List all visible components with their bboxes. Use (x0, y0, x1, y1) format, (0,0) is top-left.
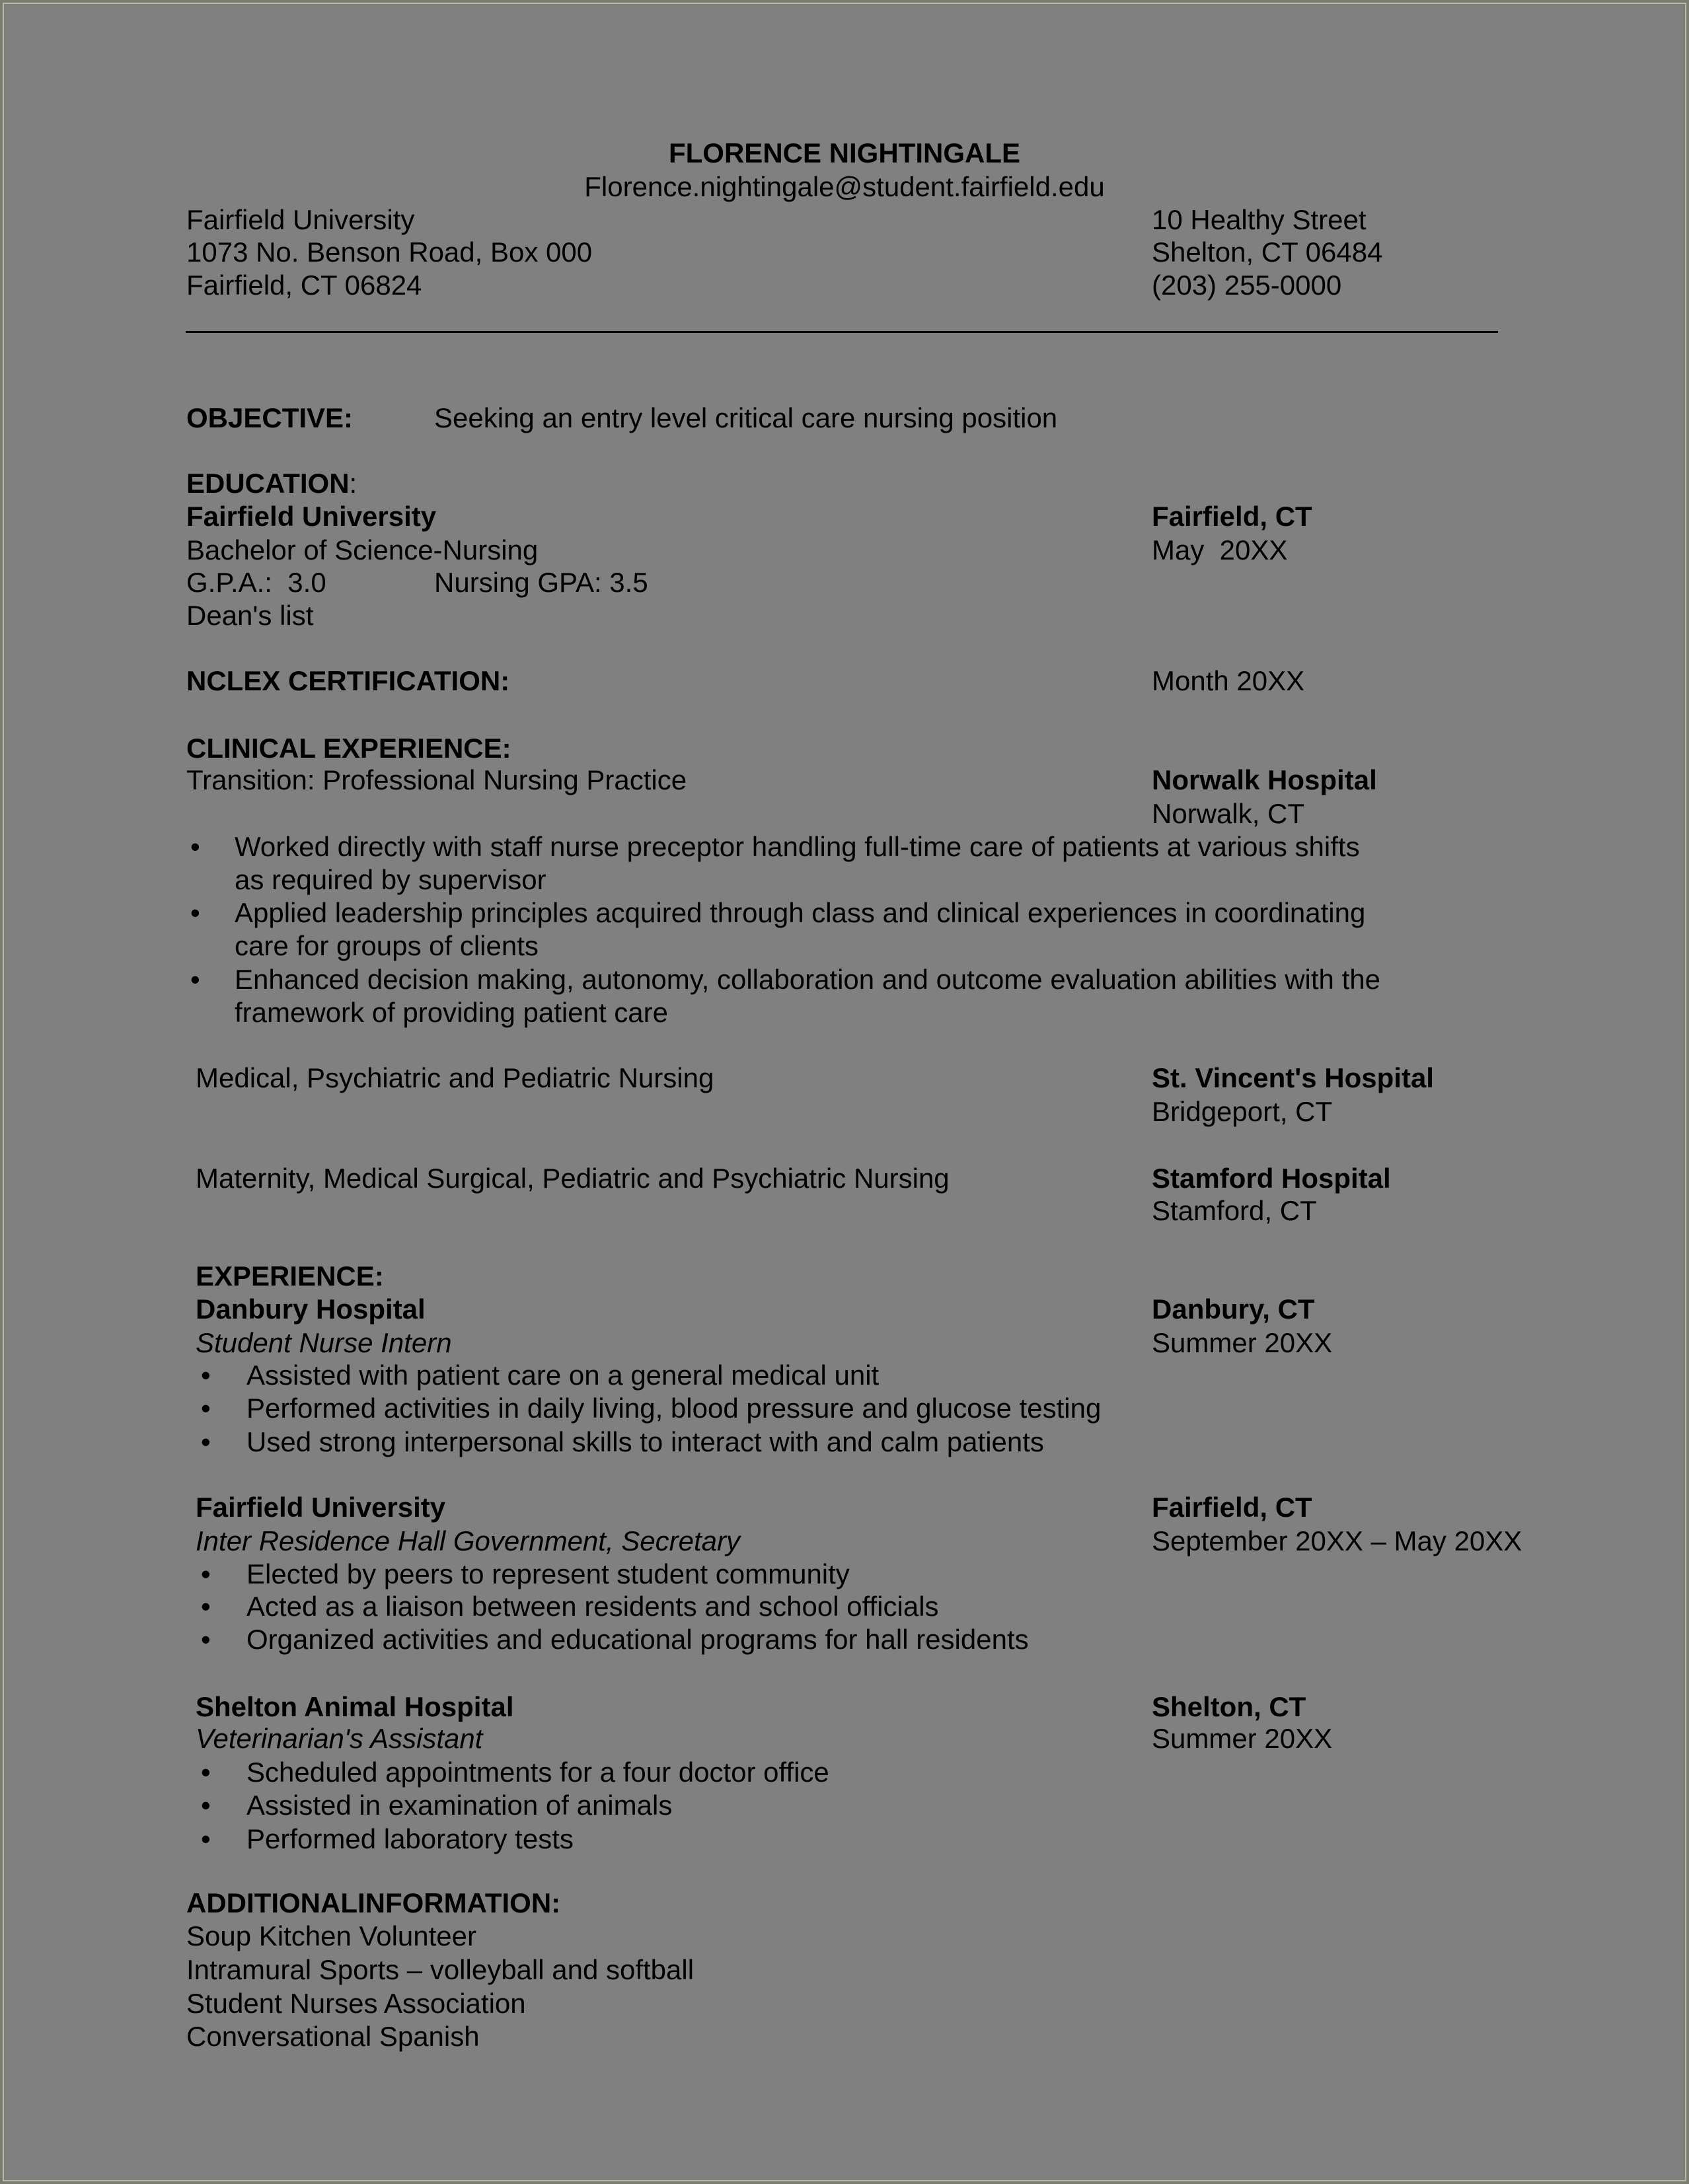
clinical-location: Norwalk, CT (1152, 798, 1305, 829)
bullet-icon: • (201, 1393, 211, 1424)
bullet-icon: • (201, 1757, 211, 1788)
clinical-course: Transition: Professional Nursing Practice (186, 764, 687, 795)
bullet-icon: • (201, 1426, 211, 1457)
education-heading-colon: : (349, 468, 357, 499)
experience-heading: EXPERIENCE: (196, 1260, 384, 1292)
bullet-icon: • (201, 1823, 211, 1854)
clinical-course: Medical, Psychiatric and Pediatric Nursing (196, 1062, 714, 1093)
job-bullet-text: Used strong interpersonal skills to interact with and calm patients (246, 1426, 1044, 1457)
bullet-icon: • (201, 1558, 211, 1589)
job-bullet-text: Elected by peers to represent student community (246, 1558, 850, 1589)
clinical-site: St. Vincent's Hospital (1152, 1062, 1434, 1093)
job-location: Fairfield, CT (1152, 1492, 1312, 1523)
education-nursing-gpa: Nursing GPA: 3.5 (434, 567, 648, 598)
bullet-icon: • (201, 1360, 211, 1391)
home-phone: (203) 255-0000 (1152, 270, 1342, 301)
clinical-bullet-text: Applied leadership principles acquired through class and clinical experiences in coordinating (235, 897, 1366, 928)
candidate-name: FLORENCE NIGHTINGALE (669, 137, 1020, 168)
job-employer: Fairfield University (196, 1492, 446, 1523)
job-title: Inter Residence Hall Government, Secretary (196, 1525, 741, 1556)
job-bullet-text: Performed laboratory tests (246, 1823, 574, 1854)
job-bullet-text: Assisted in examination of animals (246, 1790, 673, 1821)
education-location: Fairfield, CT (1152, 501, 1312, 532)
education-date: May 20XX (1152, 534, 1288, 565)
objective-text: Seeking an entry level critical care nursing position (434, 402, 1058, 433)
additional-item: Soup Kitchen Volunteer (186, 1920, 476, 1951)
job-bullet-text: Organized activities and educational programs for hall residents (246, 1624, 1029, 1655)
clinical-site: Stamford Hospital (1152, 1163, 1391, 1194)
header-divider (186, 331, 1498, 333)
nclex-date: Month 20XX (1152, 665, 1305, 696)
home-address-line-2: Shelton, CT 06484 (1152, 237, 1383, 268)
candidate-email: Florence.nightingale@student.fairfield.edu (584, 171, 1105, 202)
clinical-bullet-text-cont: as required by supervisor (235, 864, 546, 895)
clinical-location: Bridgeport, CT (1152, 1096, 1333, 1127)
school-address-line-2: 1073 No. Benson Road, Box 000 (186, 237, 593, 268)
job-dates: September 20XX – May 20XX (1152, 1525, 1522, 1556)
clinical-site: Norwalk Hospital (1152, 764, 1377, 795)
bullet-icon: • (190, 964, 200, 995)
clinical-bullet-text: Worked directly with staff nurse preceptor handling full-time care of patients at various shifts (235, 831, 1360, 862)
job-bullet-text: Performed activities in daily living, blood pressure and glucose testing (246, 1393, 1102, 1424)
clinical-bullet-text-cont: care for groups of clients (235, 930, 539, 961)
job-employer: Shelton Animal Hospital (196, 1691, 514, 1722)
job-title: Student Nurse Intern (196, 1327, 452, 1358)
job-dates: Summer 20XX (1152, 1723, 1333, 1754)
job-bullet-text: Assisted with patient care on a general medical unit (246, 1360, 880, 1391)
bullet-icon: • (201, 1591, 211, 1622)
education-heading-label: EDUCATION (186, 468, 350, 499)
bullet-icon: • (190, 831, 200, 862)
clinical-location: Stamford, CT (1152, 1195, 1317, 1226)
home-address-line-1: 10 Healthy Street (1152, 204, 1367, 235)
nclex-heading: NCLEX CERTIFICATION: (186, 665, 510, 696)
education-honors: Dean's list (186, 600, 314, 631)
school-address-line-3: Fairfield, CT 06824 (186, 270, 422, 301)
job-dates: Summer 20XX (1152, 1327, 1333, 1358)
objective-heading: OBJECTIVE: (186, 402, 354, 433)
school-address-line-1: Fairfield University (186, 204, 415, 235)
clinical-course: Maternity, Medical Surgical, Pediatric and Psychiatric Nursing (196, 1163, 950, 1194)
clinical-bullet-text-cont: framework of providing patient care (235, 997, 668, 1028)
job-location: Shelton, CT (1152, 1691, 1306, 1722)
additional-item: Intramural Sports – volleyball and softball (186, 1954, 694, 1985)
clinical-heading: CLINICAL EXPERIENCE: (186, 733, 511, 764)
bullet-icon: • (201, 1790, 211, 1821)
job-bullet-text: Acted as a liaison between residents and school officials (246, 1591, 939, 1622)
education-gpa: G.P.A.: 3.0 (186, 567, 326, 598)
clinical-bullet-text: Enhanced decision making, autonomy, collaboration and outcome evaluation abilities with the (235, 964, 1380, 995)
job-title: Veterinarian's Assistant (196, 1723, 483, 1754)
bullet-icon: • (201, 1624, 211, 1655)
bullet-icon: • (190, 897, 200, 928)
additional-item: Conversational Spanish (186, 2021, 480, 2052)
additional-item: Student Nurses Association (186, 1988, 526, 2019)
job-employer: Danbury Hospital (196, 1293, 426, 1325)
job-bullet-text: Scheduled appointments for a four doctor office (246, 1757, 829, 1788)
education-degree: Bachelor of Science-Nursing (186, 534, 539, 565)
education-heading (186, 467, 357, 500)
education-school: Fairfield University (186, 501, 437, 532)
additional-heading: ADDITIONALINFORMATION: (186, 1887, 561, 1918)
job-location: Danbury, CT (1152, 1293, 1315, 1325)
